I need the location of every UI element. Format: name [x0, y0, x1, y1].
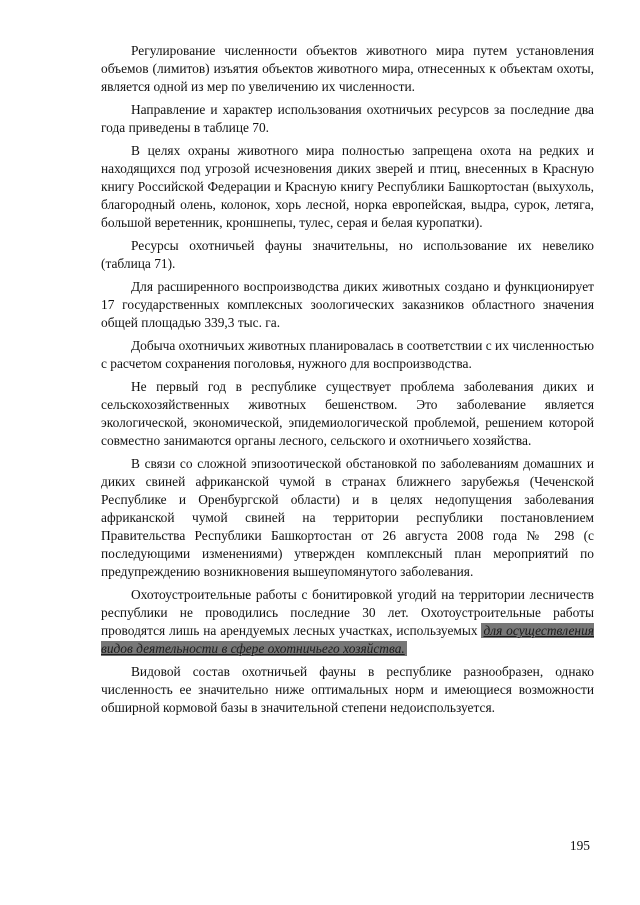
- paragraph-protection: В целях охраны животного мира полностью запрещена охота на редких и находящихся под угрозой исчезновения диких зверей и птиц, внесенных в Красную книгу Российской Федерации и Красную книгу Республики Башкортостан (выхухоль, благородный олень, колонок, хорь лесной, норка европейская, выдра, сурок, летяга, большой веретенник, кроншнепы, тулес, серая и белая куропатки).: [101, 143, 594, 230]
- hunting-plain-text: Охотоустроительные работы с бонитировкой угодий на территории лесничеств республики не проводились последние 30 лет. Охотоустроительные работы проводятся лишь на арендуемых лесных участках, используемых: [101, 587, 594, 638]
- paragraph-species: Видовой состав охотничьей фауны в республике разнообразен, однако численность ее значительно ниже оптимальных норм и имеющиеся возможности обширной кормовой базы в значительной степени недоиспользуется.: [101, 664, 594, 715]
- paragraph-hunting-management: [101, 586, 594, 658]
- paragraph-direction: Направление и характер использования охотничьих ресурсов за последние два года приведены в таблице 70.: [101, 102, 594, 135]
- highlighted-text: для осуществления видов деятельности в сфере охотничьего хозяйства.: [101, 623, 594, 656]
- body-text: [101, 42, 594, 717]
- paragraph-regulation: Регулирование численности объектов животного мира путем установления объемов (лимитов) изъятия объектов животного мира, отнесенных к объектам охоты, является одной из мер по увеличению их численности.: [101, 43, 594, 94]
- paragraph-resources: Ресурсы охотничьей фауны значительны, но использование их невелико (таблица 71).: [101, 238, 594, 271]
- paragraph-reserves: Для расширенного воспроизводства диких животных создано и функционирует 17 государственных комплексных зоологических заказников областного значения общей площадью 339,3 тыс. га.: [101, 279, 594, 330]
- paragraph-swine-fever: В связи со сложной эпизоотической обстановкой по заболеваниям домашних и диких свиней африканской чумой в странах ближнего зарубежья (Чеченской Республике и Оренбургской области) и в целях недопущения заболевания африканской чумой свиней на территории республики постановлением Правительства Республики Башкортостан от 26 августа 2008 года № 298 (с последующими изменениями) утвержден комплексный план мероприятий по предупреждению возникновения вышеупомянутого заболевания.: [101, 456, 594, 579]
- paragraph-harvest: Добыча охотничьих животных планировалась в соответствии с их численностью с расчетом сохранения поголовья, нужного для воспроизводства.: [101, 338, 594, 371]
- page-number: 195: [569, 838, 590, 853]
- paragraph-rabies: Не первый год в республике существует проблема заболевания диких и сельскохозяйственных животных бешенством. Это заболевание является экологической, экономической, эпидемиологической проблемой, решением которой совместно занимаются органы лесного, сельского и охотничьего хозяйства.: [101, 379, 594, 448]
